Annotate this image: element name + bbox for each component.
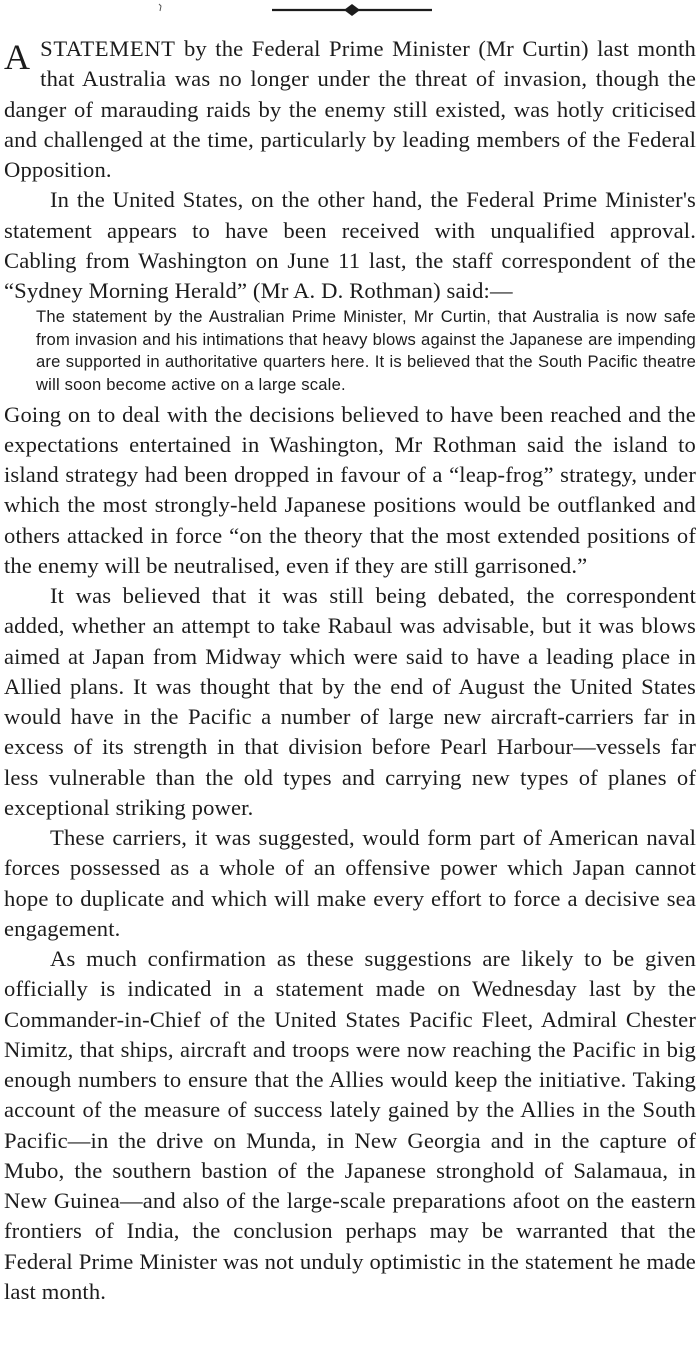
- paragraph-6: As much confirmation as these suggestions are likely to be given officially is indicated in a statement made on Wednesday last by the Commander-in-Chief of the United States Pacific Fleet, Admiral Chester Nimitz, that ships, aircraft and troops were now reaching the Pacific in big enough numbers to ensure that the Allies would keep the initiative. Taking account of the measure of success lately gained by the Allies in the South Pacific—in the drive on Munda, in New Georgia and in the capture of Mubo, the southern bastion of the Japanese stronghold of Salamaua, in New Guinea—and also of the large-scale preparations afoot on the eastern frontiers of India, the conclusion perhaps may be warranted that the Federal Prime Minister was not unduly optimistic in the statement he made last month.: [4, 946, 696, 1304]
- block-quote: The statement by the Australian Prime Minister, Mr Curtin, that Australia is now safe from invasion and his intimations that heavy blows against the Japanese are impending are supported in authoritative quarters here. It is believed that the South Pacific theatre will soon become active on a large scale.: [36, 307, 696, 395]
- paragraph-4: It was believed that it was still being debated, the correspondent added, whether an attempt to take Rabaul was advisable, but it was blows aimed at Japan from Midway which were said to have a leading place in Allied plans. It was thought that by the end of August the United States would have in the Pacific a number of large new aircraft-carriers far in excess of its strength in that division before Pearl Harbour—vessels far less vulnerable than the old types and carrying new types of planes of exceptional striking power.: [4, 583, 696, 820]
- article-body: [4, 34, 696, 1307]
- paragraph-1-text: by the Federal Prime Minister (Mr Curtin) last month that Australia was no longer under the threat of invasion, though the danger of marauding raids by the enemy still existed, was hotly criticised and challenged at the time, particularly by leading members of the Federal Opposition.: [4, 36, 696, 182]
- ink-speck: [158, 0, 164, 10]
- diamond-rule-ornament-icon: [272, 3, 432, 17]
- header-ornament-rule: [272, 3, 432, 17]
- drop-cap: A: [4, 37, 31, 77]
- paragraph-1: [4, 34, 696, 185]
- lead-words: STATEMENT: [40, 36, 176, 61]
- paragraph-2: In the United States, on the other hand, the Federal Prime Minister's statement appears to have been received with unqualified approval. Cabling from Washington on June 11 last, the staff correspondent of the “Sydney Morning Herald” (Mr A. D. Rothman) said:—: [4, 187, 696, 303]
- paragraph-3: Going on to deal with the decisions believed to have been reached and the expectations entertained in Washington, Mr Rothman said the island to island strategy had been dropped in favour of a “leap-frog” strategy, under which the most strongly-held Japanese positions would be outflanked and others attacked in force “on the theory that the most extended positions of the enemy will be neutralised, even if they are still garrisoned.”: [4, 401, 696, 578]
- paragraph-5: These carriers, it was suggested, would form part of American naval forces possessed as a whole of an offensive power which Japan cannot hope to duplicate and which will make every effort to force a decisive sea engagement.: [4, 825, 696, 941]
